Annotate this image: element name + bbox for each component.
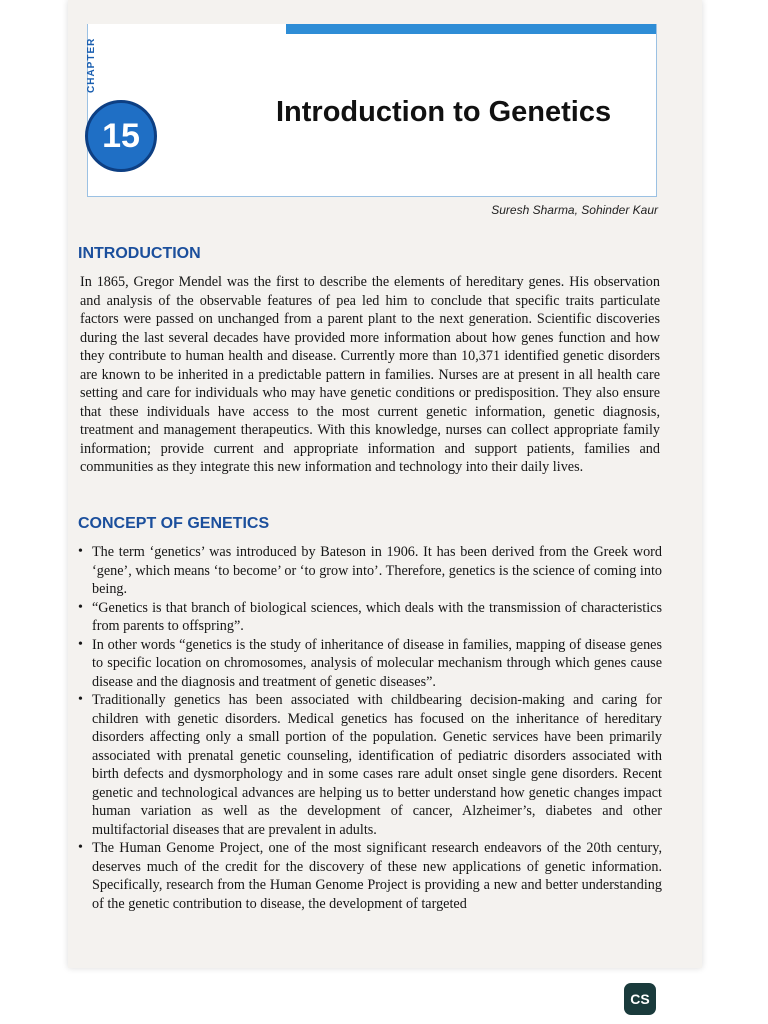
list-item bbox=[78, 839, 662, 913]
bullet-icon: • bbox=[78, 840, 83, 855]
bullet-text: In other words “genetics is the study of inheritance of disease in families, mapping of disease genes to specific location on chromosomes, analysis of molecular mechanism through which genes cause disease and the diagnosis and treatment of genetic diseases”. bbox=[92, 636, 662, 690]
list-item bbox=[78, 543, 662, 599]
list-item bbox=[78, 636, 662, 692]
chapter-authors: Suresh Sharma, Sohinder Kaur bbox=[491, 203, 658, 217]
introduction-paragraph: In 1865, Gregor Mendel was the first to describe the elements of hereditary genes. His observation and analysis of the observable features of pea led him to conclude that specific traits particulate factors were passed on unchanged from a parent plant to the next generation. Scientific discoveries during the last several decades have provided more information about how genes function and how they contribute to human health and disease. Currently more than 10,371 identified genetic disorders are known to be inherited in a predictable pattern in families. Nurses are at present in all health care setting and care for individuals who may have genetic conditions or predisposition. They also ensure that these individuals have access to the most current genetic information, genetic diagnosis, treatment and management therapeutics. With this knowledge, nurses can collect appropriate family information; provide current and appropriate information and support patients, families and communities as they integrate this new information and technology into their daily lives. bbox=[80, 274, 660, 475]
header-accent-bar bbox=[286, 24, 656, 34]
chapter-number-badge bbox=[85, 100, 157, 172]
bullet-text: Traditionally genetics has been associated with childbearing decision-making and caring for children with genetic disorders. Medical genetics has focused on the inheritance of hereditary disorders affecting only a small portion of the population. Genetic services have been primarily associated with prenatal genetic counseling, identification of pediatric disorders associated with birth defects and dysmorphology and in some cases rare adult onset single gene disorders. Recent genetic and technological advances are helping us to better understand how genetic changes impact human variation as well as the development of cancer, Alzheimer’s, diabetes and other multifactorial diseases that are prevalent in adults. bbox=[92, 692, 662, 838]
bullet-icon: • bbox=[78, 599, 83, 615]
chapter-number: 15 bbox=[102, 116, 140, 155]
bullet-icon: • bbox=[78, 636, 83, 652]
list-item bbox=[78, 691, 662, 839]
list-item bbox=[78, 599, 662, 636]
chapter-label: CHAPTER bbox=[86, 37, 97, 93]
camscanner-label: CS bbox=[630, 991, 650, 1007]
bullet-text: “Genetics is that branch of biological sciences, which deals with the transmission of characteristics from parents to offspring”. bbox=[92, 599, 662, 634]
concept-heading: CONCEPT OF GENETICS bbox=[78, 515, 270, 532]
chapter-title: Introduction to Genetics bbox=[276, 96, 612, 128]
introduction-heading: INTRODUCTION bbox=[78, 245, 201, 262]
bullet-text: The term ‘genetics’ was introduced by Bateson in 1906. It has been derived from the Greek word ‘gene’, which means ‘to become’ or ‘to grow into’. Therefore, genetics is the science of coming into being. bbox=[92, 544, 662, 597]
concept-bullet-list bbox=[78, 543, 662, 913]
bullet-text: The Human Genome Project, one of the most significant research endeavors of the 20th century, deserves much of the credit for the discovery of these new applications of genetic information. Specifically, research from the Human Genome Project is providing a new and better understanding of the genetic contribution to disease, the development of targeted bbox=[92, 840, 662, 912]
bullet-icon: • bbox=[78, 544, 83, 559]
camscanner-logo-icon[interactable] bbox=[624, 983, 656, 1015]
bullet-icon: • bbox=[78, 692, 83, 707]
